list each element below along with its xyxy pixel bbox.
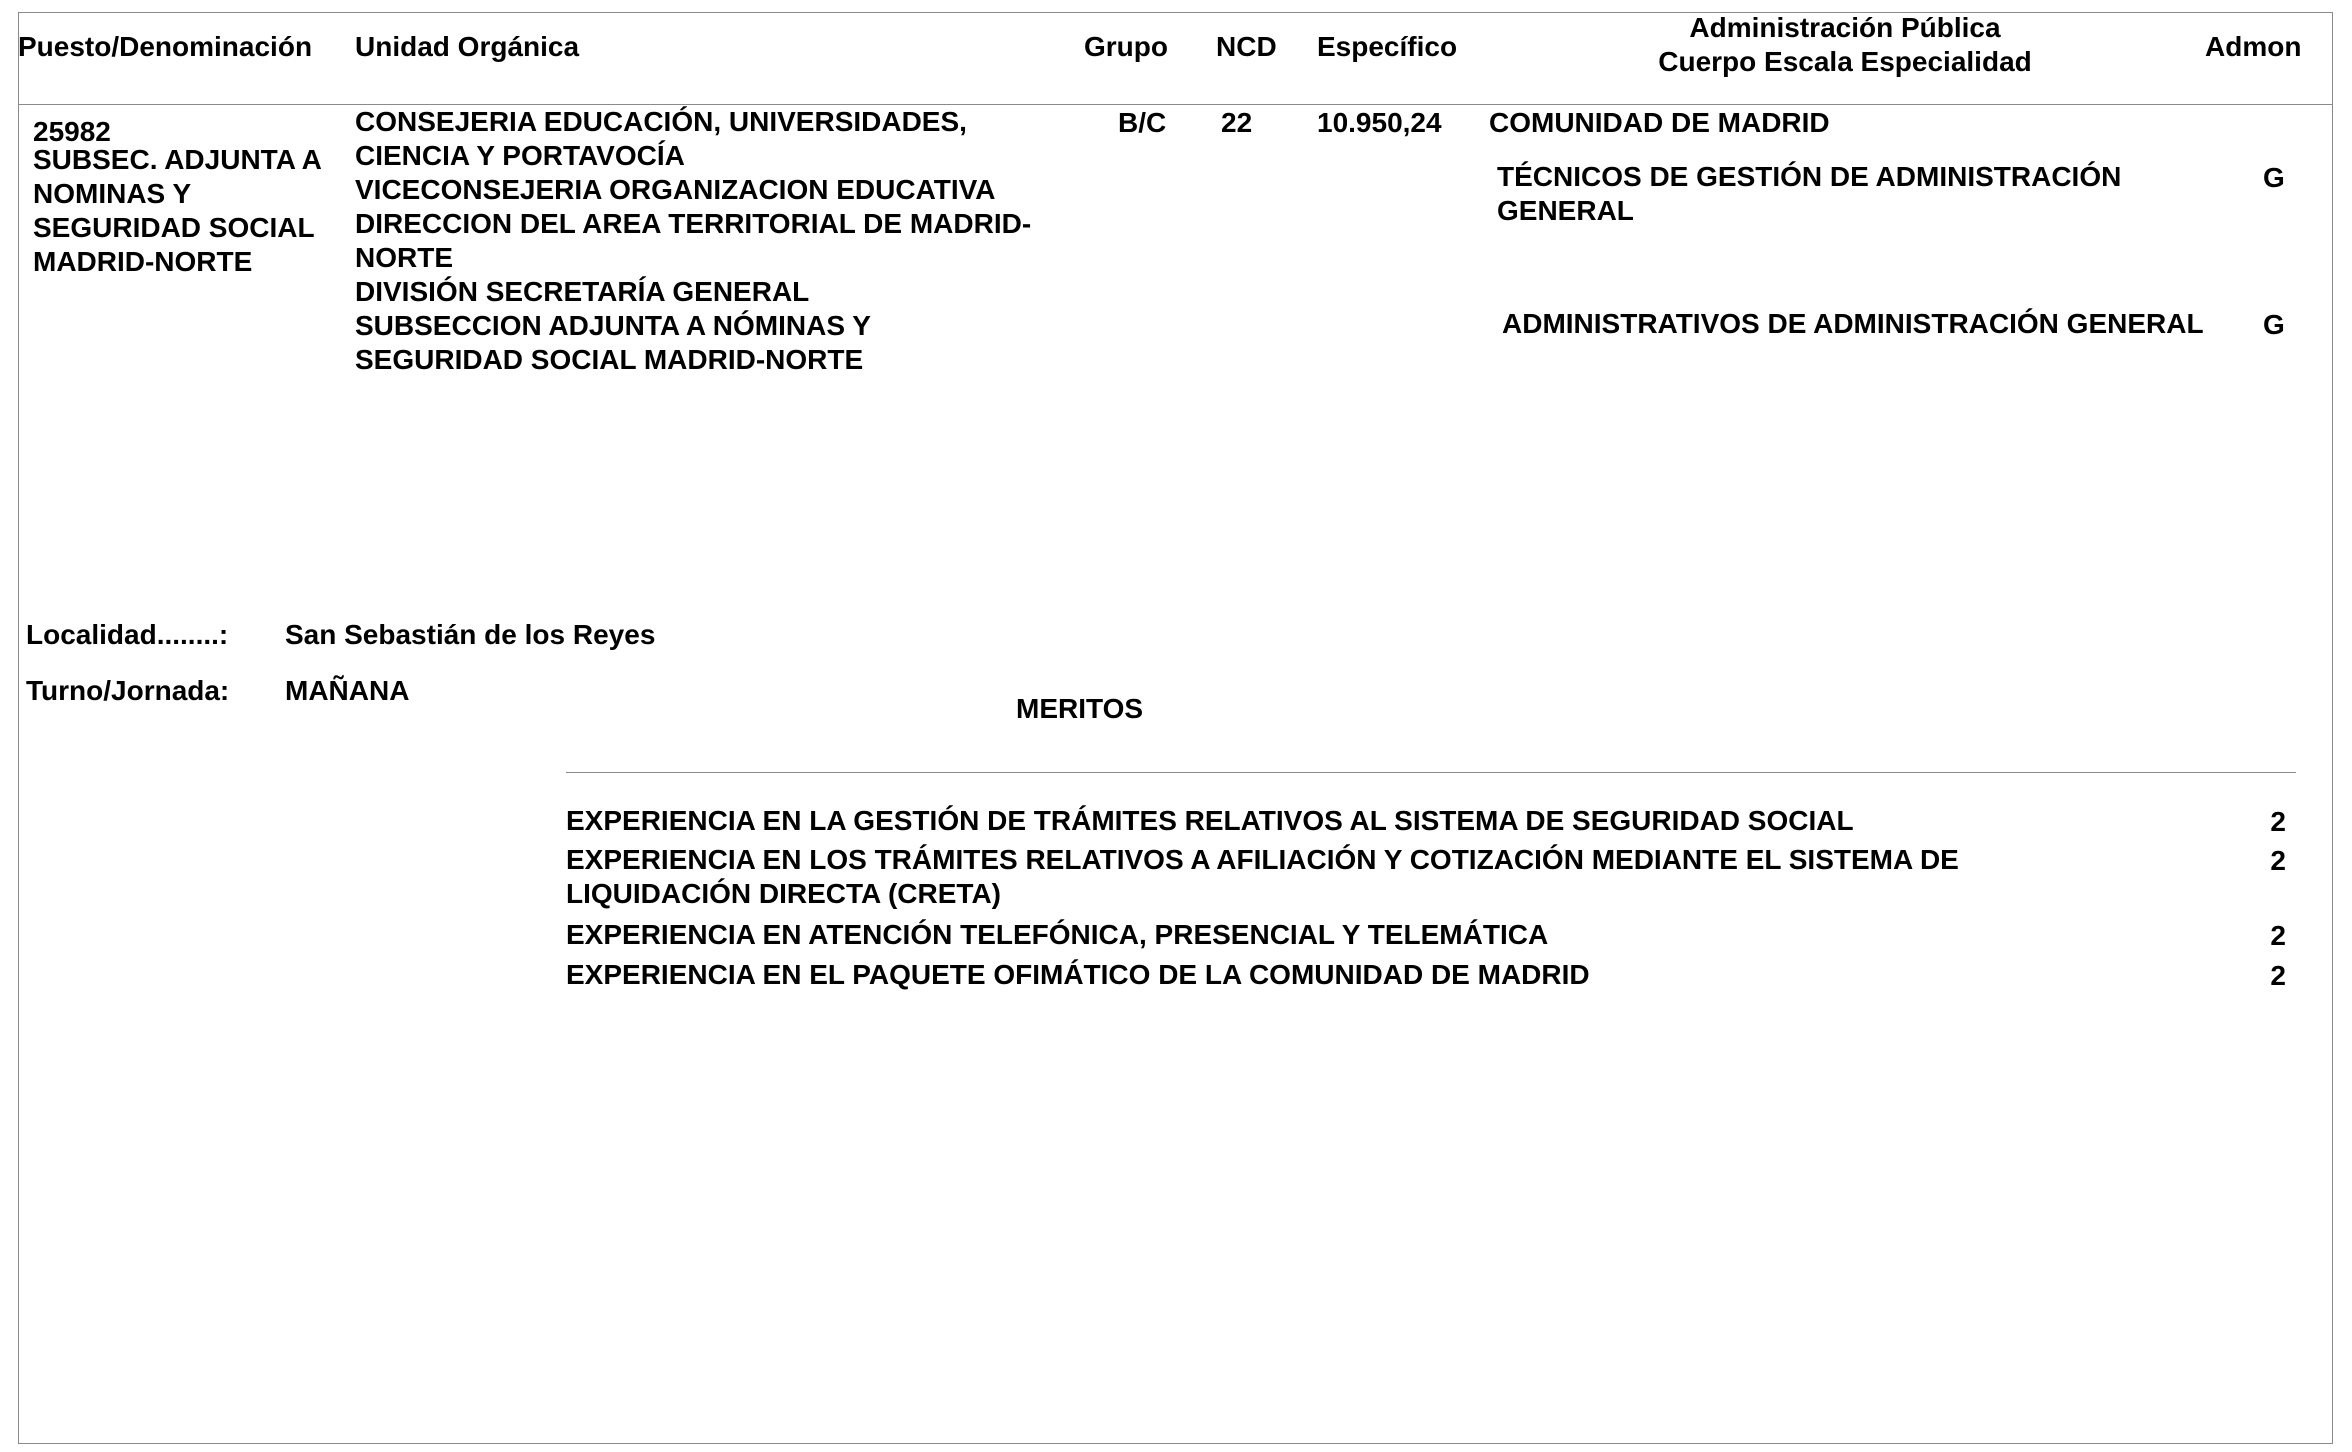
puesto-denominacion xyxy=(33,143,322,279)
unidad-line: DIVISIÓN SECRETARÍA GENERAL xyxy=(355,276,810,307)
merito-item xyxy=(566,804,1854,838)
cuerpo-entry xyxy=(1497,160,2121,228)
turno-value: MAÑANA xyxy=(285,675,410,706)
cuerpo-entry xyxy=(1502,307,2204,341)
unidad-line: CONSEJERIA EDUCACIÓN, UNIVERSIDADES, xyxy=(355,106,967,137)
merito-line: LIQUIDACIÓN DIRECTA (CRETA) xyxy=(566,878,1001,909)
localidad-value: San Sebastián de los Reyes xyxy=(285,619,656,650)
merito-item xyxy=(566,958,1590,992)
localidad-label: Localidad........: xyxy=(26,619,229,650)
header-cuerpo-escala: Cuerpo Escala Especialidad xyxy=(1658,46,2032,77)
header-admon: Admon xyxy=(2205,31,2302,62)
cuerpo-admon: G xyxy=(2263,162,2285,193)
puesto-codigo: 25982 xyxy=(33,116,111,147)
cuerpo-line: GENERAL xyxy=(1497,195,1634,226)
turno-label: Turno/Jornada: xyxy=(26,675,230,706)
record-ncd: 22 xyxy=(1221,107,1253,138)
meritos-title: MERITOS xyxy=(1016,693,1144,724)
denominacion-line: MADRID-NORTE xyxy=(33,246,253,277)
header-puesto: Puesto/Denominación xyxy=(18,31,313,62)
unidad-line: CIENCIA Y PORTAVOCÍA xyxy=(355,140,685,171)
cuerpo-admon: G xyxy=(2263,309,2285,340)
unidad-line: SEGURIDAD SOCIAL MADRID-NORTE xyxy=(355,344,864,375)
cuerpo-line: TÉCNICOS DE GESTIÓN DE ADMINISTRACIÓN xyxy=(1497,161,2122,192)
merito-item xyxy=(566,843,1959,911)
record-especifico: 10.950,24 xyxy=(1317,107,1442,138)
header-ncd: NCD xyxy=(1216,31,1277,62)
merito-puntos: 2 xyxy=(2270,845,2286,876)
header-unidad: Unidad Orgánica xyxy=(355,31,580,62)
unidad-line: SUBSECCION ADJUNTA A NÓMINAS Y xyxy=(355,310,871,341)
header-grupo: Grupo xyxy=(1084,31,1168,62)
cuerpo-line: ADMINISTRATIVOS DE ADMINISTRACIÓN GENERAL xyxy=(1502,308,2204,339)
header-admin-publica: Administración Pública xyxy=(1689,12,2001,43)
merito-line: EXPERIENCIA EN LA GESTIÓN DE TRÁMITES RELATIVOS AL SISTEMA DE SEGURIDAD SOCIAL xyxy=(566,805,1854,836)
record-grupo: B/C xyxy=(1118,107,1167,138)
denominacion-line: NOMINAS Y xyxy=(33,178,192,209)
unidad-line: VICECONSEJERIA ORGANIZACION EDUCATIVA xyxy=(355,174,996,205)
merito-line: EXPERIENCIA EN LOS TRÁMITES RELATIVOS A AFILIACIÓN Y COTIZACIÓN MEDIANTE EL SISTEMA DE xyxy=(566,844,1959,875)
merito-puntos: 2 xyxy=(2270,806,2286,837)
merito-puntos: 2 xyxy=(2270,920,2286,951)
unidad-line: DIRECCION DEL AREA TERRITORIAL DE MADRID- xyxy=(355,208,1032,239)
record-administracion: COMUNIDAD DE MADRID xyxy=(1489,107,1830,138)
merito-item xyxy=(566,918,1548,952)
merito-line: EXPERIENCIA EN ATENCIÓN TELEFÓNICA, PRESENCIAL Y TELEMÁTICA xyxy=(566,919,1549,950)
meritos-divider xyxy=(566,772,2296,773)
merito-line: EXPERIENCIA EN EL PAQUETE OFIMÁTICO DE LA COMUNIDAD DE MADRID xyxy=(566,959,1590,990)
denominacion-line: SUBSEC. ADJUNTA A xyxy=(33,144,322,175)
merito-puntos: 2 xyxy=(2270,960,2286,991)
header-especifico: Específico xyxy=(1317,31,1458,62)
unidad-line: NORTE xyxy=(355,242,453,273)
denominacion-line: SEGURIDAD SOCIAL xyxy=(33,212,315,243)
unidad-organica xyxy=(355,105,1031,377)
